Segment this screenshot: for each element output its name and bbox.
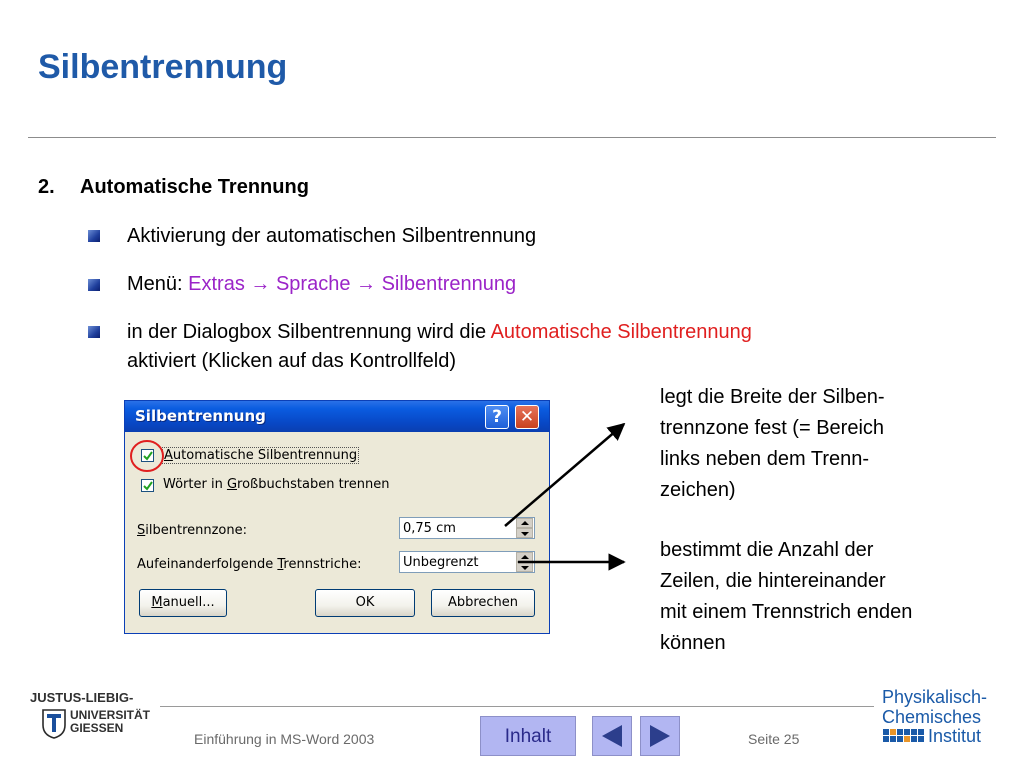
- auto-hyphenation-label[interactable]: Automatische Silbentrennung: [164, 448, 358, 463]
- footer-divider: [160, 706, 874, 707]
- caps-hyphenation-label[interactable]: Wörter in Großbuchstaben trennen: [163, 477, 390, 492]
- menu-sprache: Sprache: [275, 273, 351, 295]
- dialog-title: Silbentrennung: [135, 407, 266, 425]
- consecutive-input[interactable]: Unbegrenzt: [403, 555, 479, 570]
- institute-name-line3: Institut: [928, 726, 982, 746]
- close-button[interactable]: ✕: [515, 405, 539, 429]
- university-name-lines: UNIVERSITÄT GIESSEN: [70, 708, 151, 735]
- help-button[interactable]: ?: [485, 405, 509, 429]
- institute-logo-grid-icon: [883, 729, 925, 743]
- cancel-button[interactable]: Abbrechen: [431, 589, 535, 617]
- highlight-circle-icon: [131, 441, 163, 471]
- zone-arrow-icon: [505, 424, 624, 526]
- zone-label: Silbentrennzone:: [137, 523, 248, 538]
- institute-name-line1: Physikalisch-: [882, 687, 988, 707]
- university-shield-icon: [42, 709, 66, 739]
- course-title: Einführung in MS-Word 2003: [194, 731, 375, 747]
- consecutive-label: Aufeinanderfolgende Trennstriche:: [137, 557, 362, 572]
- slide-title: Silbentrennung: [38, 48, 288, 86]
- arrow-right-icon: →: [350, 273, 382, 295]
- section-number: 2.: [38, 176, 55, 198]
- menu-silbentrennung: Silbentrennung: [381, 273, 517, 295]
- institute-name-line2: Chemisches: [882, 707, 982, 727]
- menu-prefix: Menü:: [127, 273, 189, 295]
- bullet-text: Aktivierung der automatischen Silbentrennung: [127, 225, 537, 247]
- manual-button[interactable]: Manuell...: [139, 589, 227, 617]
- triangle-right-icon: [641, 717, 679, 755]
- next-slide-button[interactable]: [640, 716, 680, 756]
- menu-extras: Extras: [188, 273, 245, 295]
- university-name: JUSTUS-LIEBIG-: [30, 690, 134, 705]
- contents-button[interactable]: Inhalt: [480, 716, 576, 756]
- previous-slide-button[interactable]: [592, 716, 632, 756]
- section-title: Automatische Trennung: [80, 176, 309, 198]
- bullet-highlight: Automatische Silbentrennung: [490, 321, 752, 343]
- arrow-right-icon: →: [244, 273, 276, 295]
- page-number: Seite 25: [748, 731, 800, 747]
- ok-button[interactable]: OK: [315, 589, 415, 617]
- triangle-left-icon: [593, 717, 631, 755]
- bullet-line1: in der Dialogbox Silbentrennung wird die: [127, 321, 491, 343]
- zone-note: legt die Breite der Silben- trennzone fest (= Bereich links neben dem Trenn- zeichen): [660, 386, 885, 501]
- bullet-line2: aktiviert (Klicken auf das Kontrollfeld): [127, 350, 457, 372]
- zone-input[interactable]: 0,75 cm: [403, 521, 456, 536]
- limit-note: bestimmt die Anzahl der Zeilen, die hintereinander mit einem Trennstrich enden können: [660, 539, 913, 654]
